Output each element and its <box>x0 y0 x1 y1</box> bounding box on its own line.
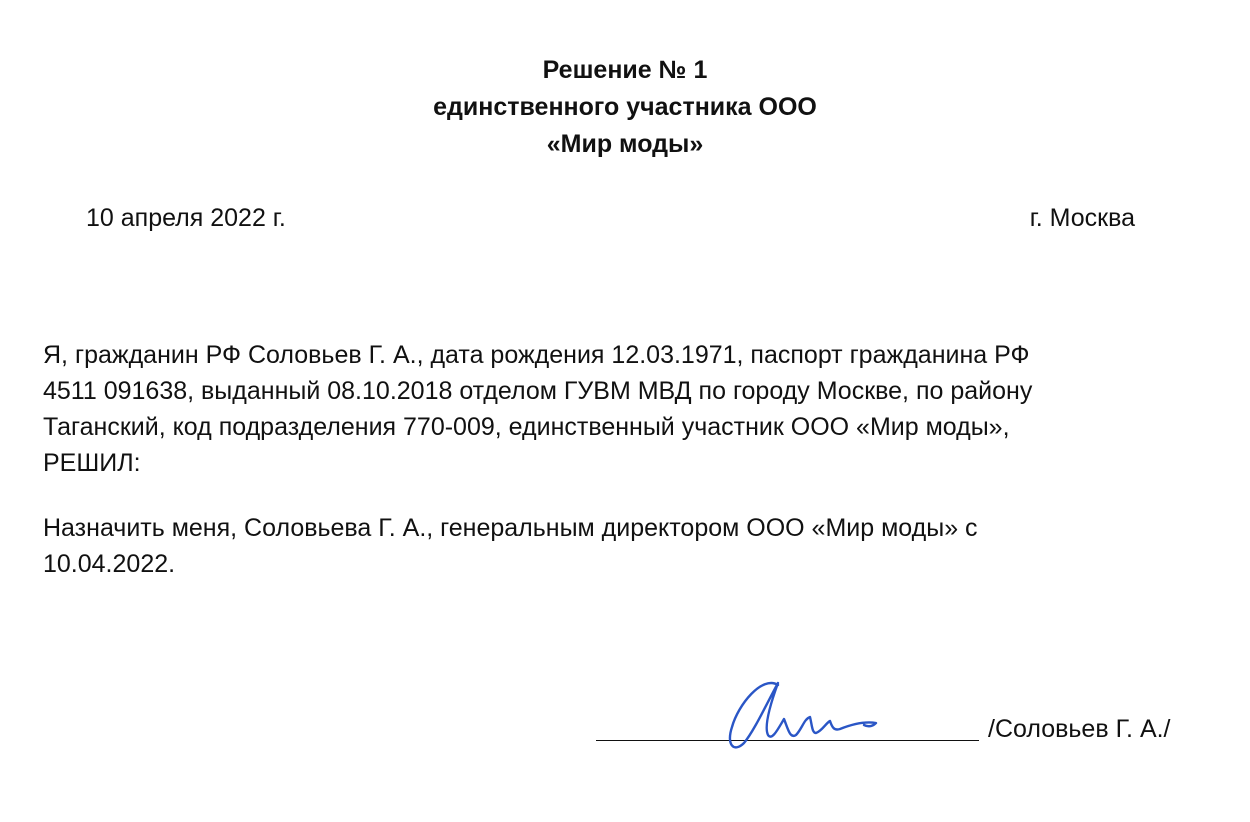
appointment-paragraph <box>43 510 1223 582</box>
title-line-1: Решение № 1 <box>542 56 708 84</box>
title-line-2: единственного участника ООО <box>433 93 817 121</box>
document-city: г. Москва <box>1029 204 1135 232</box>
signature-stroke <box>730 683 876 747</box>
signatory-name: /Соловьев Г. А./ <box>988 715 1171 743</box>
paragraph-line: РЕШИЛ: <box>43 449 141 477</box>
title-line-3: «Мир моды» <box>546 130 704 158</box>
paragraph-line: 4511 091638, выданный 08.10.2018 отделом ГУВМ МВД по городу Москве, по району <box>43 377 1033 405</box>
document-date: 10 апреля 2022 г. <box>86 204 286 232</box>
handwritten-signature <box>718 665 888 760</box>
paragraph-line: 10.04.2022. <box>43 550 176 578</box>
paragraph-line: Назначить меня, Соловьева Г. А., генеральным директором ООО «Мир моды» с <box>43 514 978 542</box>
paragraph-line: Я, гражданин РФ Соловьев Г. А., дата рождения 12.03.1971, паспорт гражданина РФ <box>43 341 1030 369</box>
decision-paragraph <box>43 337 1223 481</box>
paragraph-line: Таганский, код подразделения 770-009, единственный участник ООО «Мир моды», <box>43 413 1010 441</box>
